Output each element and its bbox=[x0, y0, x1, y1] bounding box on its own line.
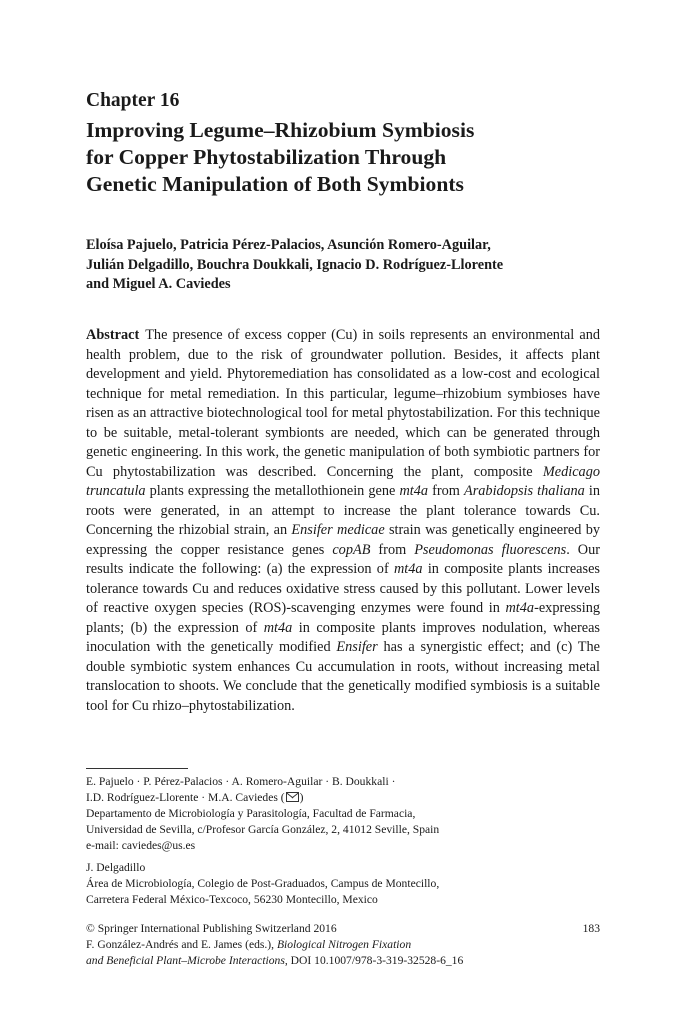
abstract-text: from bbox=[370, 541, 415, 558]
chapter-number: Chapter 16 bbox=[86, 90, 180, 111]
abstract-text: from bbox=[428, 483, 464, 499]
abstract-text: in roots were generated, in an attempt to increase the plant tolerance towards Cu. Concerning the rhizobial strain, an bbox=[86, 483, 600, 538]
abstract-body bbox=[86, 327, 600, 714]
author-line: Eloísa Pajuelo, Patricia Pérez-Palacios, Asunción Romero-Aguilar, bbox=[86, 237, 491, 253]
affiliation-authors: J. Delgadillo bbox=[86, 861, 146, 874]
envelope-icon bbox=[286, 792, 299, 802]
book-title: Biological Nitrogen Fixation bbox=[276, 938, 412, 951]
abstract-italic-term: Arabidopsis thaliana bbox=[463, 483, 585, 499]
abstract-italic-term: mt4a bbox=[393, 561, 423, 577]
affiliation-block bbox=[86, 860, 606, 908]
affiliation-address: Carretera Federal México-Texcoco, 56230 Montecillo, Mexico bbox=[86, 893, 378, 906]
abstract-italic-term: mt4a bbox=[399, 483, 429, 499]
chapter-title-line: Genetic Manipulation of Both Symbionts bbox=[86, 172, 464, 196]
abstract-text: plants expressing the metallothionein gene bbox=[145, 483, 400, 499]
abstract-text: strain was genetically engineered by expressing the copper resistance genes bbox=[86, 522, 600, 558]
author-list bbox=[86, 236, 616, 295]
affiliation-department: Área de Microbiología, Colegio de Post-Graduados, Campus de Montecillo, bbox=[86, 877, 440, 890]
abstract-text: -expressing plants; (b) the expression of bbox=[86, 600, 600, 636]
copyright-line: © Springer International Publishing Switzerland 2016 bbox=[86, 922, 337, 935]
affiliation-block bbox=[86, 774, 606, 854]
author-line: and Miguel A. Caviedes bbox=[86, 276, 231, 292]
affiliation-email[interactable]: e-mail: caviedes@us.es bbox=[86, 839, 196, 852]
footnote-divider bbox=[86, 768, 188, 769]
chapter-title bbox=[86, 117, 646, 198]
abstract-label: Abstract bbox=[86, 327, 140, 343]
affiliation-authors: I.D. Rodríguez-Llorente · M.A. Caviedes ( ) bbox=[86, 791, 304, 804]
author-line: Julián Delgadillo, Bouchra Doukkali, Ignacio D. Rodríguez-Llorente bbox=[86, 256, 504, 273]
abstract-text: in composite plants increases tolerance towards Cu and reduces oxidative stress caused by this pollutant. Lower levels of reactive oxygen species (ROS)-scavenging enzymes were found in bbox=[86, 561, 600, 616]
citation-line: F. González-Andrés and E. James (eds.), Biological Nitrogen Fixation bbox=[86, 938, 412, 951]
abstract-text: in composite plants improves nodulation, whereas inoculation with the genetically modified bbox=[86, 619, 600, 655]
affiliation-authors: E. Pajuelo · P. Pérez-Palacios · A. Romero-Aguilar · B. Doukkali · bbox=[86, 775, 396, 788]
abstract-italic-term: mt4a bbox=[505, 600, 535, 616]
affiliation-address: Universidad de Sevilla, c/Profesor García González, 2, 41012 Seville, Spain bbox=[86, 823, 440, 836]
citation-line bbox=[86, 953, 600, 969]
abstract-italic-term: copAB bbox=[332, 541, 371, 558]
chapter-title-line: Improving Legume–Rhizobium Symbiosis bbox=[86, 118, 475, 142]
page-number: 183 bbox=[582, 922, 600, 935]
abstract-text: The presence of excess copper (Cu) in soils represents an environmental and health problem, due to the risk of groundwater pollution. Besides, it affects plant development and yield. Phytoremediation has consolidated as a low-cost and ecological technique for metal remediation. In this particular, legume–rhizobium symbioses have risen as an attractive biotechnological tool for metal phytostabilization. For this technique to be suitable, metal-tolerant symbionts are needed, which can be generated through genetic engineering. In this work, the genetic manipulation of both symbiotic partners for Cu phytostabilization was described. Concerning the plant, composite bbox=[86, 327, 600, 480]
abstract-italic-term: mt4a bbox=[263, 619, 293, 636]
abstract-italic-term: Ensifer medicae bbox=[291, 522, 385, 538]
abstract-italic-term: Ensifer bbox=[336, 639, 378, 655]
affiliation-department: Departamento de Microbiología y Parasitología, Facultad de Farmacia, bbox=[86, 807, 416, 820]
publication-footer bbox=[86, 921, 600, 969]
doi: , DOI 10.1007/978-3-319-32528-6_16 bbox=[284, 954, 464, 967]
abstract-italic-term: Pseudomonas fluorescens bbox=[414, 541, 567, 558]
chapter-title-line: for Copper Phytostabilization Through bbox=[86, 145, 447, 169]
book-title: and Beneficial Plant–Microbe Interactions bbox=[86, 954, 285, 967]
abstract bbox=[86, 326, 600, 716]
abstract-text: . Our results indicate the following: (a) the expression of bbox=[86, 541, 600, 577]
abstract-italic-term: Medicago truncatula bbox=[86, 463, 600, 499]
abstract-text: has a synergistic effect; and (c) The double symbiotic system enhances Cu accumulation in roots, without increasing metal translocation to shoots. We conclude that the genetically modified symbiosis is a suitable tool for Cu rhizo–phytostabilization. bbox=[86, 639, 600, 714]
